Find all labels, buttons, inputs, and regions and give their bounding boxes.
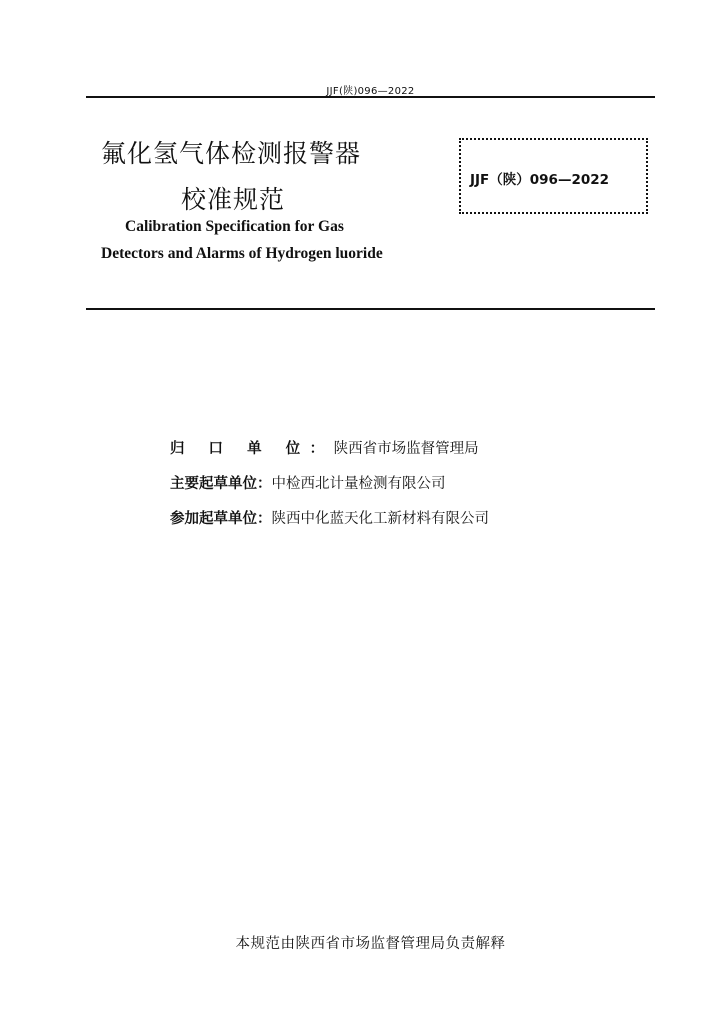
middle-divider <box>86 308 655 310</box>
participating-drafting-unit-label: 参加起草单位 <box>170 511 257 527</box>
main-drafting-unit-label: 主要起草单位 <box>170 476 257 492</box>
responsible-unit-value: 陕西省市场监督管理局 <box>333 441 479 457</box>
responsible-unit-colon: ： <box>309 441 334 457</box>
title-chinese-line1: 氟化氢气体检测报警器 <box>101 139 362 168</box>
title-english-line1: Calibration Specification for Gas <box>125 218 344 235</box>
main-drafting-unit-colon: ： <box>257 476 272 492</box>
participating-drafting-unit-colon: ： <box>257 511 272 527</box>
info-row-responsible-unit <box>170 437 479 458</box>
title-english-line2: Detectors and Alarms of Hydrogen luoride <box>101 245 383 262</box>
participating-drafting-unit-value: 陕西中化蓝天化工新材料有限公司 <box>271 511 489 527</box>
main-drafting-unit-value: 中检西北计量检测有限公司 <box>271 476 446 492</box>
info-row-main-drafting-unit <box>170 472 446 493</box>
responsible-unit-label: 归 口 单 位 <box>170 441 310 457</box>
title-chinese-line2: 校准规范 <box>181 185 286 214</box>
standard-code-box-text: JJF（陕）096—2022 <box>470 172 610 188</box>
footer-interpretation-note: 本规范由陕西省市场监督管理局负责解释 <box>235 936 506 952</box>
header-standard-code: JJF(陕)096—2022 <box>326 86 415 97</box>
info-row-participating-drafting-unit <box>170 507 489 528</box>
top-divider <box>86 96 655 98</box>
